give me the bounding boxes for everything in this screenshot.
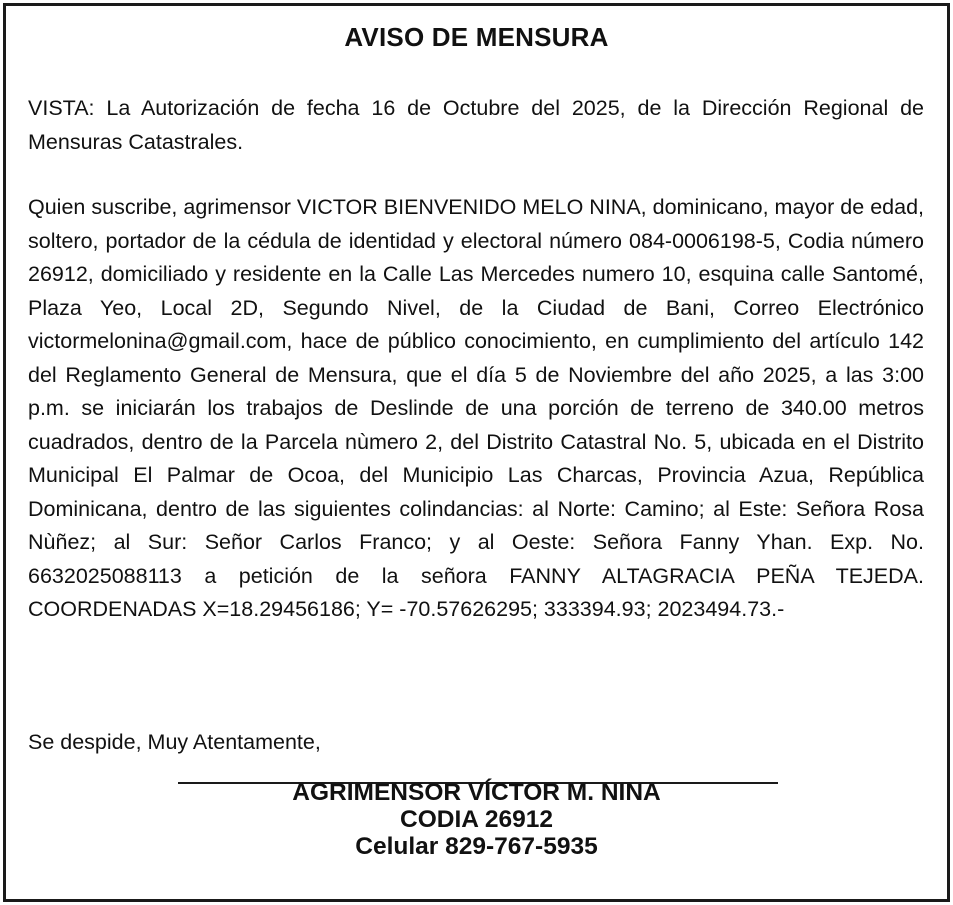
signer-name: AGRIMENSOR VÍCTOR M. NINA <box>292 779 661 806</box>
signer-codia: CODIA 26912 <box>400 806 553 833</box>
signer-phone: Celular 829-767-5935 <box>355 833 598 860</box>
signature-block <box>6 779 947 860</box>
closing-line: Se despide, Muy Atentamente, <box>28 730 321 754</box>
notice-title: AVISO DE MENSURA <box>344 22 609 52</box>
notice-frame <box>3 3 950 902</box>
notice-body-paragraph: Quien suscribe, agrimensor VICTOR BIENVENIDO MELO NINA, dominicano, mayor de edad, soltero, portador de la cédula de identidad y electoral número 084-0006198-5, Codia número 26912, domiciliado y residente en la Calle Las Mercedes numero 10, esquina calle Santomé, Plaza Yeo, Local 2D, Segundo Nivel, de la Ciudad de Bani, Correo Electrónico victormelonina@gmail.com, hace de público conocimiento, en cumplimiento del artículo 142 del Reglamento General de Mensura, que el día 5 de Noviembre del año 2025, a las 3:00 p.m. se iniciarán los trabajos de Deslinde de una porción de terreno de 340.00 metros cuadrados, dentro de la Parcela nùmero 2, del Distrito Catastral No. 5, ubicada en el Distrito Municipal El Palmar de Ocoa, del Municipio Las Charcas, Provincia Azua, República Dominicana, dentro de las siguientes colindancias: al Norte: Camino; al Este: Señora Rosa Nùñez; al Sur: Señor Carlos Franco; y al Oeste: Señora Fanny Yhan. Exp. No. 6632025088113 a petición de la señora FANNY ALTAGRACIA PEÑA TEJEDA. COORDENADAS X=18.29456186; Y= -70.57626295; 333394.93; 2023494.73.- <box>28 195 924 621</box>
authorization-paragraph: VISTA: La Autorización de fecha 16 de Octubre del 2025, de la Dirección Regional de Mensuras Catastrales. <box>28 96 924 154</box>
